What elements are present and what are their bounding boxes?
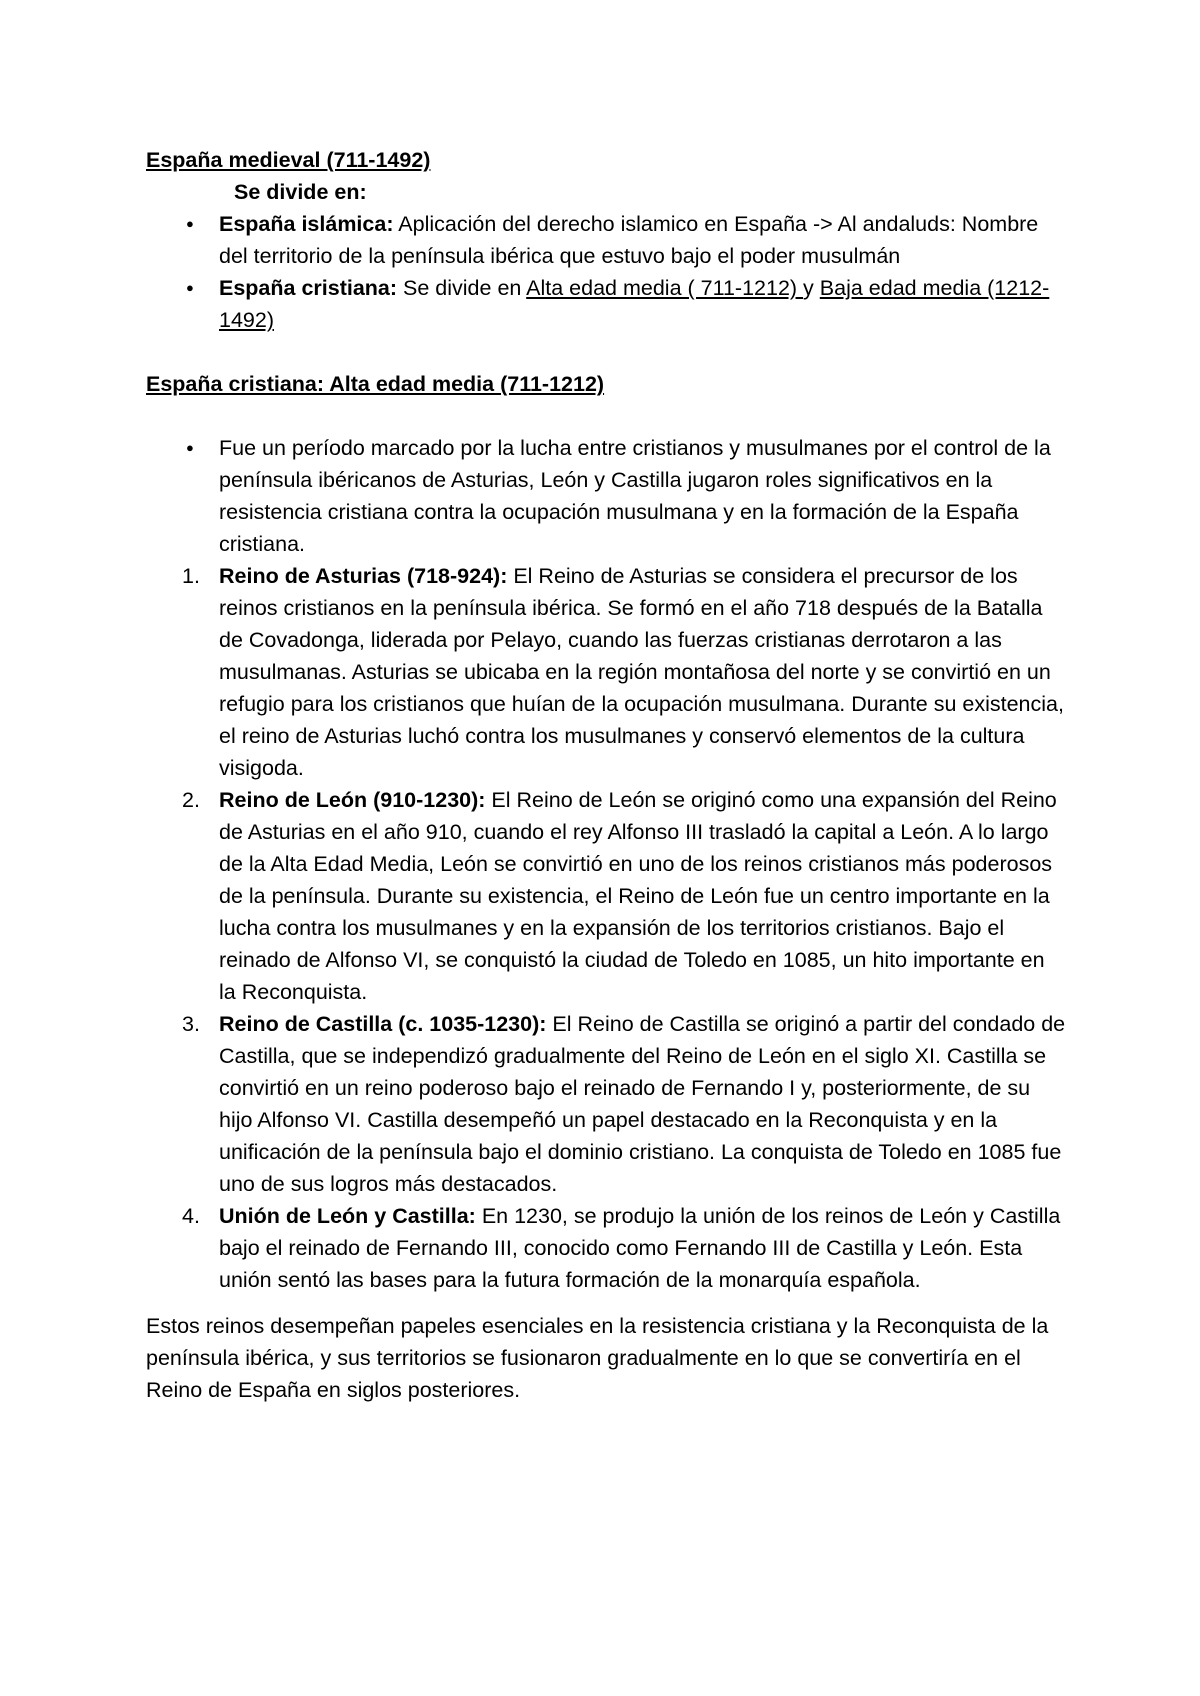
item-label: Unión de León y Castilla: (219, 1204, 476, 1228)
spacer (146, 400, 1066, 432)
kingdoms-numbered-list (146, 560, 1066, 1296)
spacer (146, 1296, 1066, 1310)
item-label: España islámica: (219, 212, 394, 236)
item-label: Reino de Castilla (c. 1035-1230): (219, 1012, 547, 1036)
intro-bullet-list (146, 432, 1066, 560)
item-text-connector: y (803, 276, 820, 300)
list-item-reino-castilla (146, 1008, 1066, 1200)
list-item-union-leon-castilla (146, 1200, 1066, 1296)
bullet-icon: ● (186, 280, 194, 295)
link-alta-edad-media[interactable]: Alta edad media ( 711-1212) (526, 276, 804, 300)
item-text: Fue un período marcado por la lucha entre cristianos y musulmanes por el control de la península ibéricanos de Asturias, León y Castilla jugaron roles significativos en la resistencia cristiana contra la ocupación musulmana y en la formación de la España cristiana. (219, 436, 1051, 556)
item-number: 3. (182, 1012, 200, 1036)
subheading-se-divide-en: Se divide en: (234, 180, 367, 204)
item-number: 4. (182, 1204, 200, 1228)
list-item-reino-leon (146, 784, 1066, 1008)
bullet-icon: ● (186, 440, 194, 455)
list-item-espana-islamica (146, 208, 1066, 272)
document-page (146, 144, 1066, 1406)
spacer (146, 336, 1066, 368)
item-label: España cristiana: (219, 276, 398, 300)
item-text: Aplicación del derecho islamico en España -> Al andaluds: Nombre del territorio de la península ibérica que estuvo bajo el poder musulmán (219, 212, 1039, 268)
item-number: 1. (182, 564, 200, 588)
item-text: El Reino de Asturias se considera el precursor de los reinos cristianos en la península ibérica. Se formó en el año 718 después de la Batalla de Covadonga, liderada por Pelayo, cuando las fuerzas cristianas derrotaron a las musulmanas. Asturias se ubicaba en la región montañosa del norte y se convirtió en un refugio para los cristianos que huían de la ocupación musulmana. Durante su existencia, el reino de Asturias luchó contra los musulmanes y conservó elementos de la cultura visigoda. (219, 564, 1064, 780)
list-item-espana-cristiana (146, 272, 1066, 336)
list-item-reino-asturias (146, 560, 1066, 784)
item-text: Se divide en (397, 276, 527, 300)
conclusion-paragraph: Estos reinos desempeñan papeles esenciales en la resistencia cristiana y la Reconquista de la península ibérica, y sus territorios se fusionaron gradualmente en lo que se convertiría en el Reino de España en siglos posteriores. (146, 1314, 1049, 1402)
item-label: Reino de Asturias (718-924): (219, 564, 508, 588)
link-baja-edad-media[interactable]: Baja edad media (1212-1492) (219, 276, 1050, 332)
item-label: Reino de León (910-1230): (219, 788, 486, 812)
item-text: El Reino de Castilla se originó a partir del condado de Castilla, que se independizó gradualmente del Reino de León en el siglo XI. Castilla se convirtió en un reino poderoso bajo el reinado de Fernando I y, posteriormente, de su hijo Alfonso VI. Castilla desempeñó un papel destacado en la Reconquista y en la unificación de la península bajo el dominio cristiano. La conquista de Toledo en 1085 fue uno de sus logros más destacados. (219, 1012, 1066, 1196)
item-text: El Reino de León se originó como una expansión del Reino de Asturias en el año 910, cuando el rey Alfonso III trasladó la capital a León. A lo largo de la Alta Edad Media, León se convirtió en uno de los reinos cristianos más poderosos de la península. Durante su existencia, el Reino de León fue un centro importante en la lucha contra los musulmanes y en la expansión de los territorios cristianos. Bajo el reinado de Alfonso VI, se conquistó la ciudad de Toledo en 1085, un hito importante en la Reconquista. (219, 788, 1057, 1004)
list-item-intro (146, 432, 1066, 560)
item-text: En 1230, se produjo la unión de los reinos de León y Castilla bajo el reinado de Fernando III, conocido como Fernando III de Castilla y León. Esta unión sentó las bases para la futura formación de la monarquía española. (219, 1204, 1061, 1292)
section-title-alta-edad-media: España cristiana: Alta edad media (711-1212) (146, 372, 605, 396)
item-number: 2. (182, 788, 200, 812)
division-bullet-list (146, 208, 1066, 336)
section-title-espana-medieval: España medieval (711-1492) (146, 148, 431, 172)
bullet-icon: ● (186, 216, 194, 231)
